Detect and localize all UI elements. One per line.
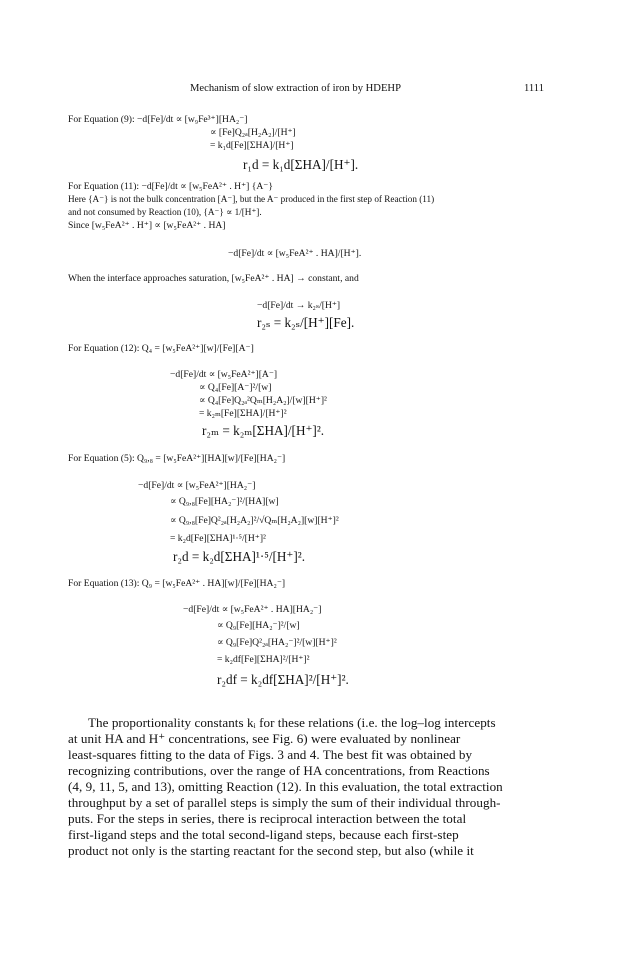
- eq5-line-3: ∝ Q₉,₈[Fe]Q²₂ₐ[H₂A₂]²/√Qₘ[H₂A₂][w][H⁺]²: [170, 515, 339, 526]
- eq12-line-4: = k₂ₘ[Fe][ΣHA]/[H⁺]²: [199, 408, 287, 419]
- eq13-lead: For Equation (13): Q₉ = [w₅FeA²⁺ . HA][w]/[Fe][HA₂⁻]: [68, 578, 286, 589]
- eq9-rate: r₁d = k₁d[ΣHA]/[H⁺].: [243, 157, 359, 172]
- eq12-line-1: −d[Fe]/dt ∝ [w₅FeA²⁺][A⁻]: [170, 369, 278, 380]
- running-title: Mechanism of slow extraction of iron by HDEHP: [190, 83, 401, 94]
- eq5-lead: For Equation (5): Q₉,₈ = [w₅FeA²⁺][HA][w]/[Fe][HA₂⁻]: [68, 453, 286, 464]
- eq11-saturation: When the interface approaches saturation, [w₅FeA²⁺ . HA] → constant, and: [68, 273, 359, 284]
- paragraph-line: throughput by a set of parallel steps is simply the sum of their individual through-: [68, 795, 501, 810]
- paragraph-line: least-squares fitting to the data of Figs. 3 and 4. The best fit was obtained by: [68, 747, 473, 762]
- paragraph-line: (4, 9, 11, 5, and 13), omitting Reaction (12). In this evaluation, the total extraction: [68, 779, 503, 794]
- eq12-rate: r₂ₘ = k₂ₘ[ΣHA]/[H⁺]².: [202, 423, 325, 438]
- paragraph-line: puts. For the steps in series, there is reciprocal interaction between the total: [68, 811, 467, 826]
- eq5-line-1: −d[Fe]/dt ∝ [w₅FeA²⁺][HA₂⁻]: [138, 480, 256, 491]
- eq13-line-2: ∝ Q₉[Fe][HA₂⁻]²/[w]: [217, 620, 300, 631]
- eq12-lead: For Equation (12): Q₄ = [w₅FeA²⁺][w]/[Fe][A⁻]: [68, 343, 254, 354]
- eq12-line-2: ∝ Q₄[Fe][A⁻]²/[w]: [199, 382, 272, 393]
- eq9-line-3: = k₁d[Fe][ΣHA]/[H⁺]: [210, 140, 294, 151]
- eq13-line-4: = k₂df[Fe][ΣHA]²/[H⁺]²: [217, 654, 310, 665]
- paragraph-line: at unit HA and H⁺ concentrations, see Fig. 6) were evaluated by nonlinear: [68, 731, 461, 746]
- eq13-line-1: −d[Fe]/dt ∝ [w₅FeA²⁺ . HA][HA₂⁻]: [183, 604, 322, 615]
- eq9-line-2: ∝ [Fe]Q₂ₐ[H₂A₂]/[H⁺]: [210, 127, 296, 138]
- eq11-note-2: and not consumed by Reaction (10), {A⁻} ∝ 1/[H⁺].: [68, 207, 262, 217]
- eq13-rate: r₂df = k₂df[ΣHA]²/[H⁺]².: [217, 672, 349, 687]
- eq12-line-3: ∝ Q₄[Fe]Q₂ₐ²Qₘ[H₂A₂]/[w][H⁺]²: [199, 395, 327, 406]
- paragraph-line: The proportionality constants kᵢ for these relations (i.e. the log–log intercepts: [88, 715, 496, 730]
- eq11-rate: r₂ₛ = k₂ₛ/[H⁺][Fe].: [257, 315, 355, 330]
- paragraph-line: product not only is the starting reactant for the second step, but also (while it: [68, 843, 474, 858]
- paragraph-line: recognizing contributions, over the range of HA concentrations, from Reactions: [68, 763, 490, 778]
- page-number: 1111: [524, 83, 545, 94]
- eq5-rate: r₂d = k₂d[ΣHA]¹·⁵/[H⁺]².: [173, 549, 306, 564]
- eq5-line-2: ∝ Q₉,₈[Fe][HA₂⁻]²/[HA][w]: [170, 496, 279, 507]
- paragraph-line: first-ligand steps and the total second-ligand steps, because each first-step: [68, 827, 459, 842]
- eq9-lead: For Equation (9): −d[Fe]/dt ∝ [w₉Fe³⁺][HA₂⁻]: [68, 114, 248, 125]
- eq11-note-3: Since [w₅FeA²⁺ . H⁺] ∝ [w₅FeA²⁺ . HA]: [68, 220, 226, 231]
- eq11-saturation-line: −d[Fe]/dt → k₂ₛ/[H⁺]: [257, 300, 341, 311]
- eq11-result: −d[Fe]/dt ∝ [w₅FeA²⁺ . HA]/[H⁺].: [228, 248, 362, 259]
- eq13-line-3: ∝ Q₉[Fe]Q²₂ₐ[HA₂⁻]²/[w][H⁺]²: [217, 637, 337, 648]
- eq11-note-1: Here {A⁻} is not the bulk concentration [A⁻], but the A⁻ produced in the first step of Reaction (11): [68, 194, 435, 204]
- eq5-line-4: = k₂d[Fe][ΣHA]¹·⁵/[H⁺]²: [170, 533, 266, 544]
- eq11-lead: For Equation (11): −d[Fe]/dt ∝ [w₅FeA²⁺ . H⁺] {A⁻}: [68, 181, 273, 192]
